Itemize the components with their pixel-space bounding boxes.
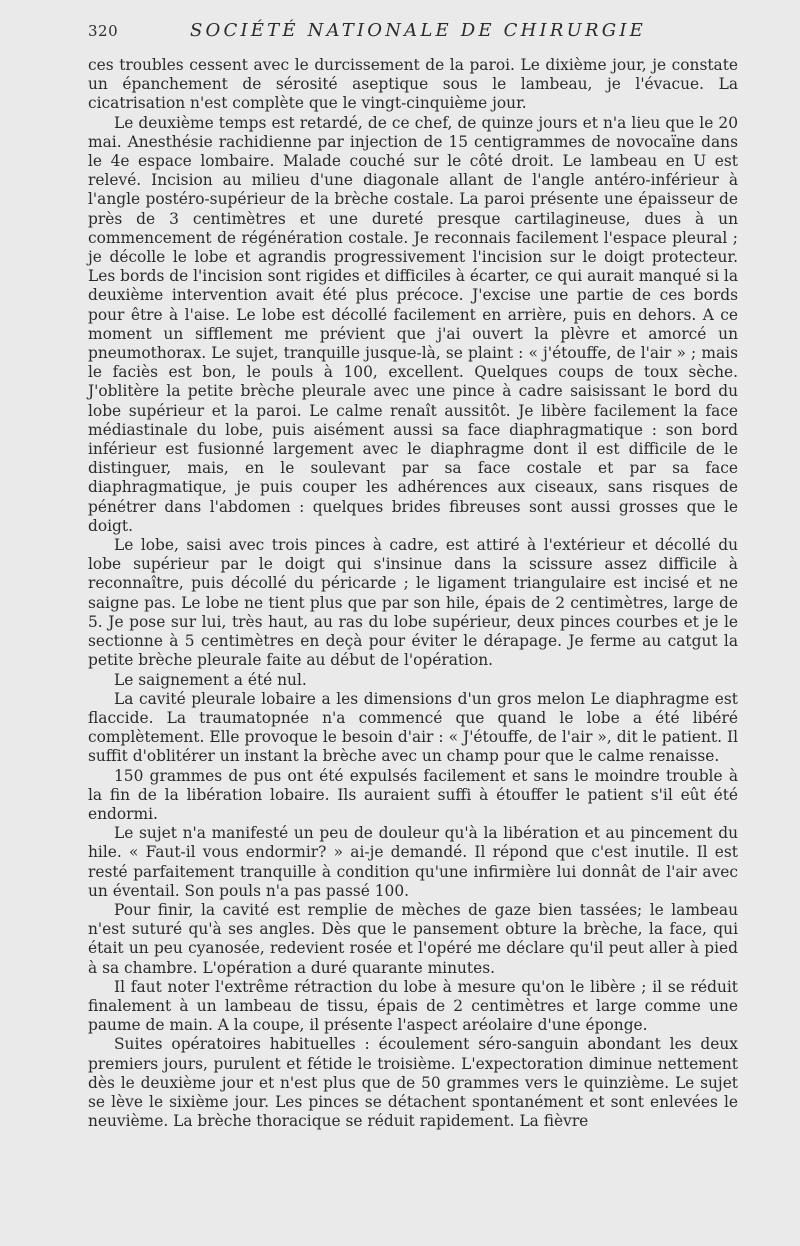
paragraph: Suites opératoires habituelles : écoulement séro-sanguin abondant les deux premiers jours, purulent et fétide le troisième. L'expectoration diminue nettement dès le deuxième jour et n'est plus que de 50 grammes vers le quinzième. Le sujet se lève le sixième jour. Les pinces se détachent spontanément et sont enlevées le neuvième. La brèche thoracique se réduit rapidement. La fièvre bbox=[88, 1035, 738, 1131]
paragraph: 150 grammes de pus ont été expulsés facilement et sans le moindre trouble à la fin de la libération lobaire. Ils auraient suffi à étouffer le patient s'il eût été endormi. bbox=[88, 766, 738, 823]
page-header bbox=[88, 14, 748, 44]
paragraph: Le lobe, saisi avec trois pinces à cadre, est attiré à l'extérieur et décollé du lobe supérieur par le doigt qui s'insinue dans la scissure assez difficile à reconnaître, puis décollé du péricarde ; le ligament triangulaire est incisé et ne saigne pas. Le lobe ne tient plus que par son hile, épais de 2 centimètres, large de 5. Je pose sur lui, très haut, au ras du lobe supérieur, deux pinces courbes et je le sectionne à 5 centimètres en deçà pour éviter le dérapage. Je ferme au catgut la petite brèche pleurale faite au début de l'opération. bbox=[88, 536, 738, 670]
paragraph: Le sujet n'a manifesté un peu de douleur qu'à la libération et au pincement du hile. « Faut-il vous endormir? » ai-je demandé. Il répond que c'est inutile. Il est resté parfaitement tranquille à condition qu'une infirmière lui donnât de l'air avec un éventail. Son pouls n'a pas passé 100. bbox=[88, 824, 738, 900]
running-title: SOCIÉTÉ NATIONALE DE CHIRURGIE bbox=[190, 20, 646, 41]
page-number: 320 bbox=[88, 22, 119, 40]
article-body bbox=[88, 56, 738, 1131]
paragraph: Il faut noter l'extrême rétraction du lobe à mesure qu'on le libère ; il se réduit finalement à un lambeau de tissu, épais de 2 centimètres et large comme une paume de main. A la coupe, il présente l'aspect aréolaire d'une éponge. bbox=[88, 977, 738, 1035]
paragraph: Le saignement a été nul. bbox=[114, 670, 307, 689]
paragraph: Le deuxième temps est retardé, de ce chef, de quinze jours et n'a lieu que le 20 mai. Anesthésie rachidienne par injection de 15 centigrammes de novocaïne dans le 4e espace lombaire. Malade couché sur le côté droit. Le lambeau en U est relevé. Incision au milieu d'une diagonale allant de l'angle antéro-inférieur à l'angle postéro-supérieur de la brèche costale. La paroi présente une épaisseur de près de 3 centimètres et une dureté presque cartilagineuse, dues à un commencement de régénération costale. Je reconnais facilement l'espace pleural ; je décolle le lobe et agrandis progressivement l'incision sur le doigt protecteur. Les bords de l'incision sont rigides et difficiles à écarter, ce qui aurait manqué si la deuxième intervention avait été plus précoce. J'excise une partie de ces bords pour être à l'aise. Le lobe est décollé facilement en arrière, puis en dehors. A ce moment un sifflement me prévient que j'ai ouvert la plèvre et amorcé un pneumothorax. Le sujet, tranquille jusque-là, se plaint : « j'étouffe, de l'air » ; mais le faciès est bon, le pouls à 100, excellent. Quelques coups de toux sèche. J'oblitère la petite brèche pleurale avec une pince à cadre saisissant le bord du lobe supérieur et la paroi. Le calme renaît aussitôt. Je libère facilement la face médiastinale du lobe, puis aisément aussi sa face diaphragmatique : son bord inférieur est fusionné largement avec le diaphragme dont il est difficile de le distinguer, mais, en le soulevant par sa face costale et par sa face diaphragmatique, je puis couper les adhérences aux ciseaux, sans risques de pénétrer dans l'abdomen : quelques brides fibreuses sont aussi grosses que le doigt. bbox=[88, 113, 738, 535]
paragraph: Pour finir, la cavité est remplie de mèches de gaze bien tassées; le lambeau n'est suturé qu'à ses angles. Dès que le pansement obture la brèche, la face, qui était un peu cyanosée, redevient rosée et l'opéré me déclare qu'il peut aller à pied à sa chambre. L'opération a duré quarante minutes. bbox=[88, 900, 738, 977]
paragraph: La cavité pleurale lobaire a les dimensions d'un gros melon Le diaphragme est flaccide. La traumatopnée n'a commencé que quand le lobe a été libéré complètement. Elle provoque le besoin d'air : « J'étouffe, de l'air », dit le patient. Il suffit d'oblitérer un instant la brèche avec un champ pour que le calme renaisse. bbox=[88, 689, 738, 766]
paragraph: ces troubles cessent avec le durcissement de la paroi. Le dixième jour, je constate un épanchement de sérosité aseptique sous le lambeau, je l'évacue. La cicatrisation n'est complète que le vingt-cinquième jour. bbox=[88, 56, 738, 113]
